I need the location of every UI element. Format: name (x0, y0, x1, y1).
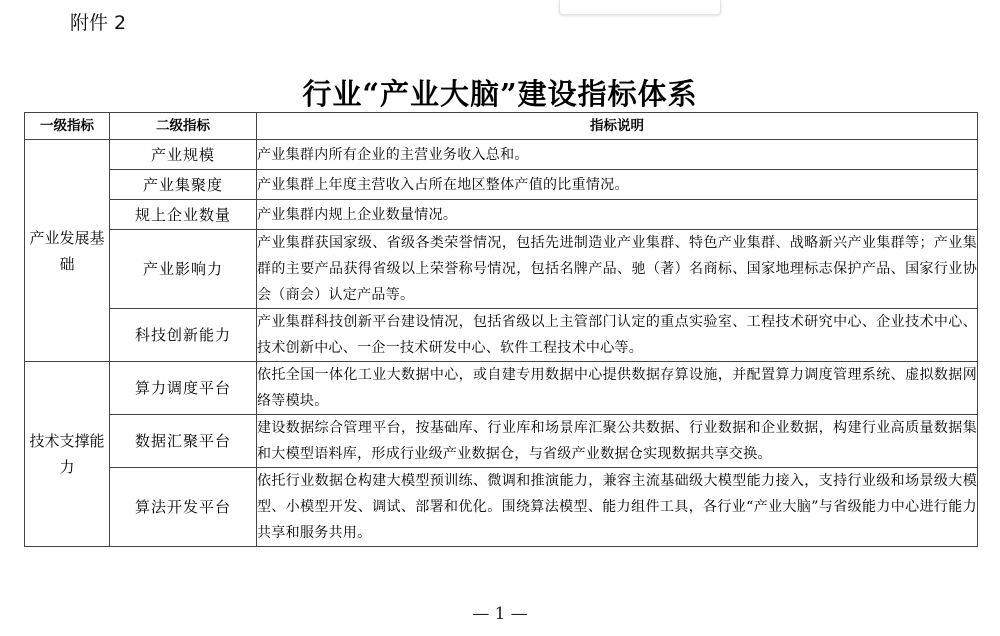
header-level2: 二级指标 (110, 113, 257, 140)
table-header-row (25, 113, 978, 140)
floating-popup-box (559, 0, 721, 15)
level2-cell: 规上企业数量 (110, 200, 257, 230)
level2-cell: 产业影响力 (110, 230, 257, 309)
header-level1: 一级指标 (25, 113, 110, 140)
table-row (25, 309, 978, 362)
table-row (25, 170, 978, 200)
description-cell: 建设数据综合管理平台，按基础库、行业库和场景库汇聚公共数据、行业数据和企业数据，构建行业高质量数据集和大模型语料库，形成行业级产业数据仓，与省级产业数据仓实现数据共享交换。 (257, 415, 978, 468)
description-cell: 产业集群内规上企业数量情况。 (257, 200, 978, 230)
description-cell: 依托行业数据仓构建大模型预训练、微调和推演能力，兼容主流基础级大模型能力接入，支持行业级和场景级大模型、小模型开发、调试、部署和优化。围绕算法模型、能力组件工具，各行业“产业大脑”与省级能力中心进行能力共享和服务共用。 (257, 468, 978, 547)
table-row (25, 230, 978, 309)
description-cell: 产业集群获国家级、省级各类荣誉情况，包括先进制造业产业集群、特色产业集群、战略新兴产业集群等；产业集群的主要产品获得省级以上荣誉称号情况，包括名牌产品、驰（著）名商标、国家地理标志保护产品、国家行业协会（商会）认定产品等。 (257, 230, 978, 309)
table-row (25, 140, 978, 170)
level2-cell: 产业规模 (110, 140, 257, 170)
table-row (25, 415, 978, 468)
level2-cell: 产业集聚度 (110, 170, 257, 200)
table-row (25, 200, 978, 230)
description-cell: 产业集群内所有企业的主营业务收入总和。 (257, 140, 978, 170)
header-description: 指标说明 (257, 113, 978, 140)
description-cell: 依托全国一体化工业大数据中心，或自建专用数据中心提供数据存算设施，并配置算力调度管理系统、虚拟数据网络等模块。 (257, 362, 978, 415)
description-cell: 产业集群科技创新平台建设情况，包括省级以上主管部门认定的重点实验室、工程技术研究中心、企业技术中心、技术创新中心、一企一技术研发中心、软件工程技术中心等。 (257, 309, 978, 362)
page-title: 行业“产业大脑”建设指标体系 (302, 77, 698, 111)
level1-cell: 产业发展基础 (25, 140, 110, 362)
level2-cell: 数据汇聚平台 (110, 415, 257, 468)
level2-cell: 科技创新能力 (110, 309, 257, 362)
indicator-table (24, 112, 978, 547)
attachment-label: 附件 2 (70, 12, 127, 34)
page-number: — 1 — (472, 604, 528, 624)
level2-cell: 算法开发平台 (110, 468, 257, 547)
level2-cell: 算力调度平台 (110, 362, 257, 415)
table-row (25, 468, 978, 547)
description-cell: 产业集群上年度主营收入占所在地区整体产值的比重情况。 (257, 170, 978, 200)
level1-cell: 技术支撑能力 (25, 362, 110, 547)
table-row (25, 362, 978, 415)
